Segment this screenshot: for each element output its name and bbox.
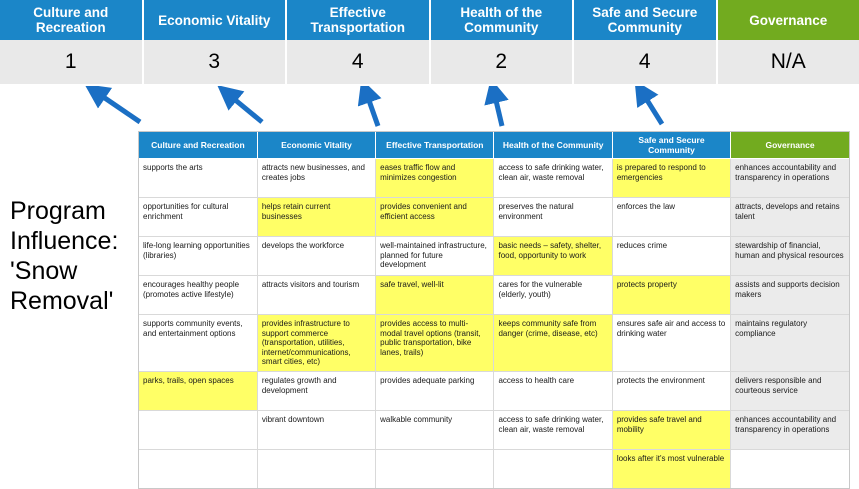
- table-row: [139, 371, 849, 410]
- matrix-cell-r0-c2: eases traffic flow and minimizes congestion: [376, 159, 494, 198]
- strategic-priorities-header: [0, 0, 859, 86]
- table-row: [139, 315, 849, 372]
- table-row: [139, 237, 849, 276]
- matrix-cell-r6-c4: provides safe travel and mobility: [612, 410, 730, 449]
- matrix-cell-r3-c5: assists and supports decision makers: [731, 276, 849, 315]
- matrix-cell-r3-c2: safe travel, well-lit: [376, 276, 494, 315]
- priority-header-5: Governance: [718, 0, 859, 40]
- matrix-cell-r1-c1: helps retain current businesses: [257, 198, 375, 237]
- priority-score-1: 3: [144, 40, 288, 84]
- matrix-cell-r3-c4: protects property: [612, 276, 730, 315]
- matrix-cell-r2-c5: stewardship of financial, human and physical resources: [731, 237, 849, 276]
- matrix-cell-r3-c1: attracts visitors and tourism: [257, 276, 375, 315]
- caption-line-3: 'Snow: [10, 256, 138, 286]
- matrix-header-4: Safe and Secure Community: [612, 132, 730, 159]
- arrow-safe: [642, 92, 662, 124]
- priority-header-0: Culture and Recreation: [0, 0, 144, 40]
- matrix-cell-r3-c3: cares for the vulnerable (elderly, youth): [494, 276, 612, 315]
- priority-header-3: Health of the Community: [431, 0, 575, 40]
- priority-score-row: [0, 40, 859, 84]
- matrix-cell-r5-c1: regulates growth and development: [257, 371, 375, 410]
- matrix-cell-r4-c5: maintains regulatory compliance: [731, 315, 849, 372]
- outcomes-header-row: [139, 132, 849, 159]
- matrix-header-1: Economic Vitality: [257, 132, 375, 159]
- arrow-health: [494, 92, 502, 126]
- matrix-cell-r5-c4: protects the environment: [612, 371, 730, 410]
- matrix-cell-r7-c1: [257, 449, 375, 488]
- caption-line-4: Removal': [10, 286, 138, 316]
- matrix-cell-r7-c2: [376, 449, 494, 488]
- matrix-cell-r7-c3: [494, 449, 612, 488]
- priority-score-2: 4: [287, 40, 431, 84]
- matrix-cell-r1-c4: enforces the law: [612, 198, 730, 237]
- table-row: [139, 410, 849, 449]
- matrix-cell-r5-c2: provides adequate parking: [376, 371, 494, 410]
- matrix-cell-r3-c0: encourages healthy people (promotes active lifestyle): [139, 276, 257, 315]
- table-row: [139, 159, 849, 198]
- matrix-header-0: Culture and Recreation: [139, 132, 257, 159]
- table-row: [139, 198, 849, 237]
- matrix-cell-r1-c2: provides convenient and efficient access: [376, 198, 494, 237]
- matrix-cell-r4-c0: supports community events, and entertainment options: [139, 315, 257, 372]
- table-row: [139, 276, 849, 315]
- caption-line-2: Influence:: [10, 226, 138, 256]
- matrix-header-5: Governance: [731, 132, 849, 159]
- caption-line-1: Program: [10, 196, 138, 226]
- matrix-cell-r4-c3: keeps community safe from danger (crime, disease, etc): [494, 315, 612, 372]
- matrix-cell-r6-c2: walkable community: [376, 410, 494, 449]
- priority-score-4: 4: [574, 40, 718, 84]
- matrix-header-3: Health of the Community: [494, 132, 612, 159]
- priority-score-3: 2: [431, 40, 575, 84]
- matrix-cell-r1-c5: attracts, develops and retains talent: [731, 198, 849, 237]
- matrix-cell-r7-c5: [731, 449, 849, 488]
- matrix-cell-r0-c5: enhances accountability and transparency in operations: [731, 159, 849, 198]
- matrix-cell-r0-c4: is prepared to respond to emergencies: [612, 159, 730, 198]
- outcomes-table-body: [139, 159, 849, 488]
- matrix-cell-r0-c3: access to safe drinking water, clean air, waste removal: [494, 159, 612, 198]
- matrix-cell-r6-c1: vibrant downtown: [257, 410, 375, 449]
- matrix-cell-r0-c1: attracts new businesses, and creates jobs: [257, 159, 375, 198]
- arrow-economic: [228, 94, 262, 122]
- matrix-cell-r7-c0: [139, 449, 257, 488]
- matrix-cell-r6-c0: [139, 410, 257, 449]
- matrix-cell-r2-c2: well-maintained infrastructure, planned for future development: [376, 237, 494, 276]
- outcomes-table-head: [139, 132, 849, 159]
- matrix-cell-r2-c0: life-long learning opportunities (libraries): [139, 237, 257, 276]
- priority-header-row: [0, 0, 859, 40]
- priority-score-5: N/A: [718, 40, 859, 84]
- matrix-cell-r2-c4: reduces crime: [612, 237, 730, 276]
- matrix-cell-r2-c1: develops the workforce: [257, 237, 375, 276]
- matrix-cell-r5-c5: delivers responsible and courteous service: [731, 371, 849, 410]
- priority-header-1: Economic Vitality: [144, 0, 288, 40]
- matrix-cell-r0-c0: supports the arts: [139, 159, 257, 198]
- matrix-cell-r1-c0: opportunities for cultural enrichment: [139, 198, 257, 237]
- connector-arrows: [0, 86, 859, 131]
- outcomes-matrix: [138, 131, 850, 489]
- matrix-cell-r5-c3: access to health care: [494, 371, 612, 410]
- matrix-cell-r6-c5: enhances accountability and transparency in operations: [731, 410, 849, 449]
- matrix-cell-r2-c3: basic needs – safety, shelter, food, opportunity to work: [494, 237, 612, 276]
- arrow-layer: [0, 86, 859, 131]
- priority-score-0: 1: [0, 40, 144, 84]
- matrix-cell-r4-c4: ensures safe air and access to drinking water: [612, 315, 730, 372]
- matrix-cell-r4-c2: provides access to multi-modal travel options (transit, public transportation, bike lanes, trails): [376, 315, 494, 372]
- priority-header-4: Safe and Secure Community: [574, 0, 718, 40]
- outcomes-table: [139, 132, 849, 488]
- matrix-cell-r6-c3: access to safe drinking water, clean air, waste removal: [494, 410, 612, 449]
- matrix-cell-r1-c3: preserves the natural environment: [494, 198, 612, 237]
- table-row: [139, 449, 849, 488]
- arrow-culture: [96, 92, 140, 122]
- priority-header-2: Effective Transportation: [287, 0, 431, 40]
- matrix-cell-r7-c4: looks after it's most vulnerable: [612, 449, 730, 488]
- program-influence-caption: [10, 196, 138, 316]
- matrix-cell-r4-c1: provides infrastructure to support commerce (transportation, utilities, internet/communications, smart cities, etc): [257, 315, 375, 372]
- matrix-header-2: Effective Transportation: [376, 132, 494, 159]
- matrix-cell-r5-c0: parks, trails, open spaces: [139, 371, 257, 410]
- arrow-transportation: [366, 92, 378, 126]
